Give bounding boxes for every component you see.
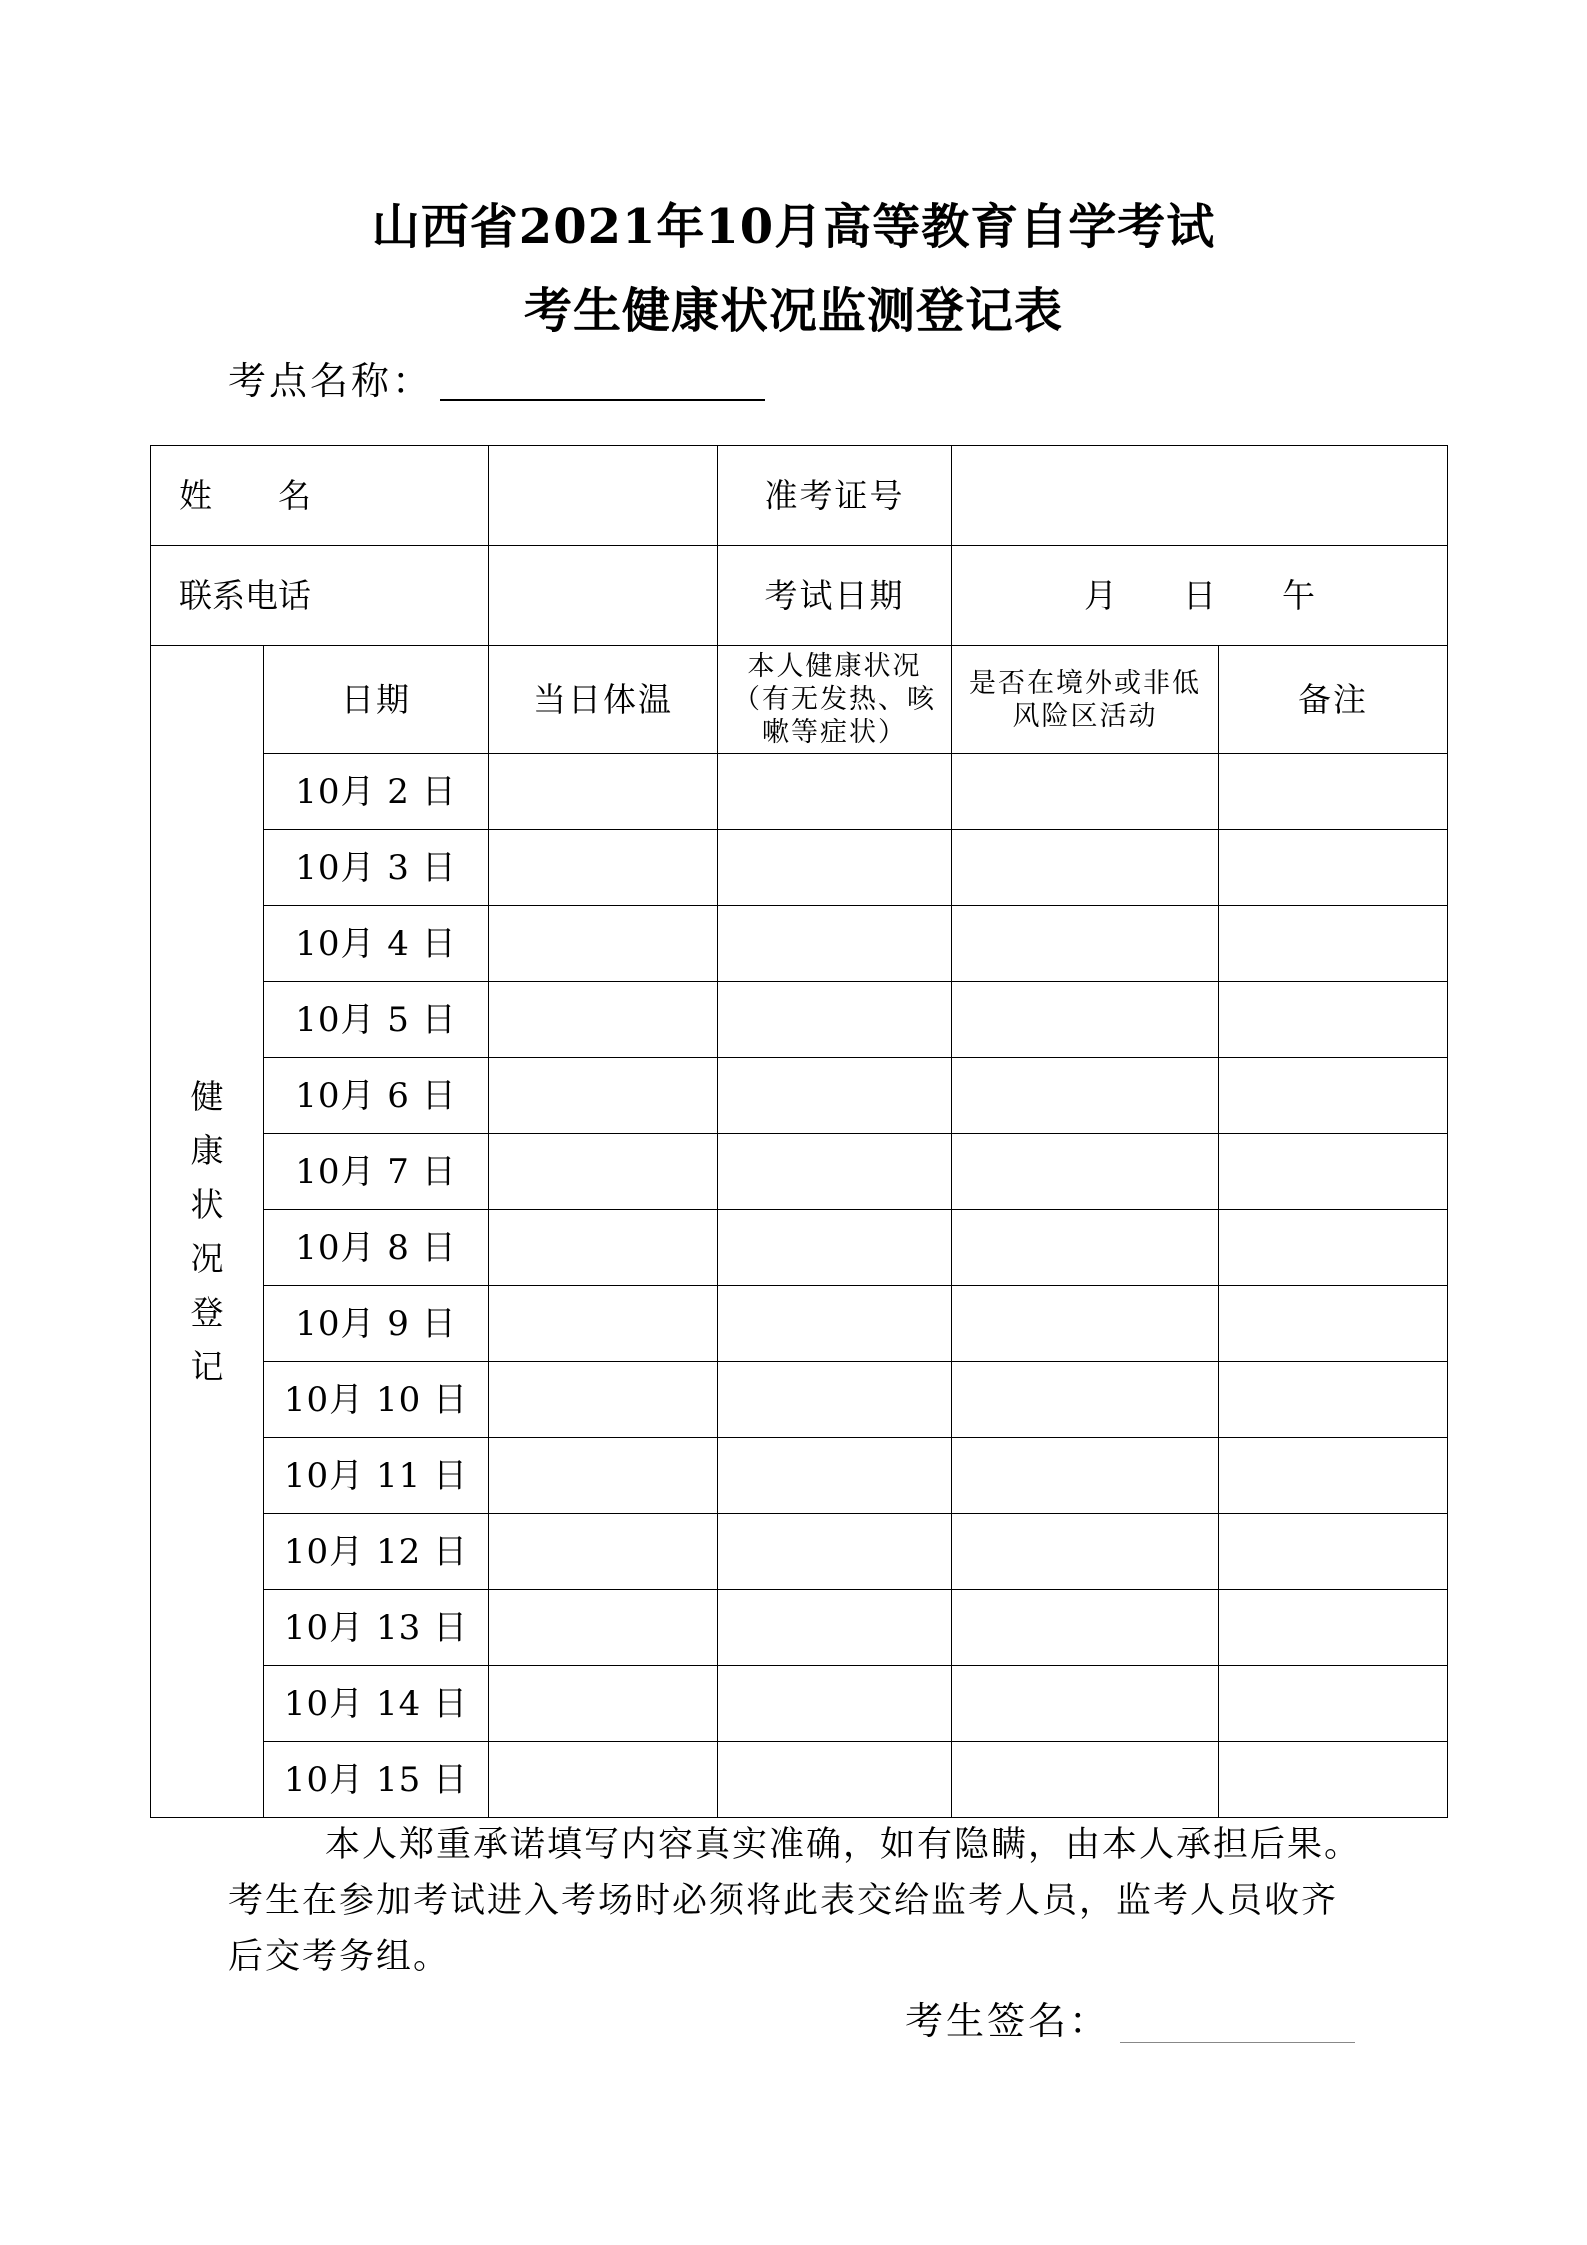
health-cell[interactable] (718, 982, 952, 1058)
temp-cell[interactable] (489, 906, 718, 982)
temp-cell[interactable] (489, 1514, 718, 1590)
abroad-cell[interactable] (952, 1438, 1219, 1514)
abroad-cell[interactable] (952, 1742, 1219, 1818)
col-header-abroad: 是否在境外或非低风险区活动 (952, 646, 1219, 754)
table-row (151, 982, 1448, 1058)
form-subtitle: 考生健康状况监测登记表 (523, 283, 1063, 339)
health-cell[interactable] (718, 1666, 952, 1742)
abroad-cell[interactable] (952, 830, 1219, 906)
phone-row (151, 546, 1448, 646)
health-cell[interactable] (718, 1362, 952, 1438)
health-cell[interactable] (718, 830, 952, 906)
name-row (151, 446, 1448, 546)
temp-cell[interactable] (489, 1210, 718, 1286)
abroad-cell[interactable] (952, 1590, 1219, 1666)
temp-cell[interactable] (489, 982, 718, 1058)
abroad-cell[interactable] (952, 906, 1219, 982)
table-row (151, 1210, 1448, 1286)
row-date: 10月 7 日 (264, 1134, 489, 1210)
table-row (151, 1058, 1448, 1134)
name-label: 姓 名 (179, 475, 311, 515)
phone-label: 联系电话 (179, 575, 311, 615)
instruction-line-1: 考生在参加考试进入考场时必须将此表交给监考人员，监考人员收齐 (228, 1881, 1339, 1921)
phone-value-cell[interactable] (489, 546, 718, 646)
health-cell[interactable] (718, 1590, 952, 1666)
table-row (151, 906, 1448, 982)
remark-cell[interactable] (1219, 1134, 1448, 1210)
col-header-remark: 备注 (1219, 646, 1448, 754)
row-date: 10月 2 日 (264, 754, 489, 830)
row-date: 10月 6 日 (264, 1058, 489, 1134)
remark-cell[interactable] (1219, 1210, 1448, 1286)
temp-cell[interactable] (489, 1438, 718, 1514)
health-cell[interactable] (718, 754, 952, 830)
col-header-health: 本人健康状况（有无发热、咳嗽等症状） (718, 646, 952, 754)
venue-label: 考点名称： (228, 359, 434, 403)
temp-cell[interactable] (489, 1742, 718, 1818)
table-row (151, 1742, 1448, 1818)
name-value-cell[interactable] (489, 446, 718, 546)
remark-cell[interactable] (1219, 1286, 1448, 1362)
exam-id-label: 准考证号 (718, 446, 952, 546)
row-date: 10月 4 日 (264, 906, 489, 982)
remark-cell[interactable] (1219, 754, 1448, 830)
abroad-cell[interactable] (952, 1058, 1219, 1134)
table-row (151, 1514, 1448, 1590)
temp-cell[interactable] (489, 1286, 718, 1362)
abroad-cell[interactable] (952, 1362, 1219, 1438)
remark-cell[interactable] (1219, 830, 1448, 906)
instruction-line-2: 后交考务组。 (228, 1937, 451, 1977)
row-date: 10月 14 日 (264, 1666, 489, 1742)
col-header-date: 日期 (264, 646, 489, 754)
abroad-cell[interactable] (952, 754, 1219, 830)
temp-cell[interactable] (489, 1362, 718, 1438)
abroad-cell[interactable] (952, 1286, 1219, 1362)
remark-cell[interactable] (1219, 1514, 1448, 1590)
row-date: 10月 13 日 (264, 1590, 489, 1666)
abroad-cell[interactable] (952, 1134, 1219, 1210)
remark-cell[interactable] (1219, 1438, 1448, 1514)
table-row (151, 1666, 1448, 1742)
col-header-temp: 当日体温 (489, 646, 718, 754)
remark-cell[interactable] (1219, 1362, 1448, 1438)
temp-cell[interactable] (489, 1058, 718, 1134)
exam-date-label: 考试日期 (718, 546, 952, 646)
row-date: 10月 10 日 (264, 1362, 489, 1438)
remark-cell[interactable] (1219, 1590, 1448, 1666)
registration-table (150, 445, 1448, 1818)
temp-cell[interactable] (489, 1134, 718, 1210)
temp-cell[interactable] (489, 1590, 718, 1666)
row-date: 10月 3 日 (264, 830, 489, 906)
table-row (151, 1134, 1448, 1210)
signature-input-line[interactable] (1120, 2042, 1355, 2043)
table-row (151, 1438, 1448, 1514)
header-row (151, 646, 1448, 754)
health-cell[interactable] (718, 906, 952, 982)
health-cell[interactable] (718, 1438, 952, 1514)
table-row (151, 1362, 1448, 1438)
venue-input-line[interactable] (440, 399, 765, 401)
temp-cell[interactable] (489, 1666, 718, 1742)
temp-cell[interactable] (489, 754, 718, 830)
health-section-label: 健 康 状 况 登 记 (151, 646, 264, 1818)
abroad-cell[interactable] (952, 982, 1219, 1058)
signature-label: 考生签名： (905, 1999, 1111, 2043)
table-row (151, 754, 1448, 830)
row-date: 10月 5 日 (264, 982, 489, 1058)
exam-date-value[interactable]: 月 日 午 (952, 546, 1448, 646)
remark-cell[interactable] (1219, 1058, 1448, 1134)
table-row (151, 830, 1448, 906)
remark-cell[interactable] (1219, 1666, 1448, 1742)
health-cell[interactable] (718, 1210, 952, 1286)
table-row (151, 1590, 1448, 1666)
remark-cell[interactable] (1219, 982, 1448, 1058)
remark-cell[interactable] (1219, 1742, 1448, 1818)
health-cell[interactable] (718, 1134, 952, 1210)
health-cell[interactable] (718, 1742, 952, 1818)
health-cell[interactable] (718, 1286, 952, 1362)
row-date: 10月 8 日 (264, 1210, 489, 1286)
table-row (151, 1286, 1448, 1362)
row-date: 10月 9 日 (264, 1286, 489, 1362)
health-cell[interactable] (718, 1514, 952, 1590)
health-cell[interactable] (718, 1058, 952, 1134)
abroad-cell[interactable] (952, 1514, 1219, 1590)
exam-id-value-cell[interactable] (952, 446, 1448, 546)
temp-cell[interactable] (489, 830, 718, 906)
row-date: 10月 15 日 (264, 1742, 489, 1818)
abroad-cell[interactable] (952, 1666, 1219, 1742)
row-date: 10月 12 日 (264, 1514, 489, 1590)
form-title: 山西省2021年10月高等教育自学考试 (371, 199, 1216, 255)
abroad-cell[interactable] (952, 1210, 1219, 1286)
promise-statement: 本人郑重承诺填写内容真实准确，如有隐瞒，由本人承担后果。 (325, 1825, 1362, 1865)
remark-cell[interactable] (1219, 906, 1448, 982)
row-date: 10月 11 日 (264, 1438, 489, 1514)
